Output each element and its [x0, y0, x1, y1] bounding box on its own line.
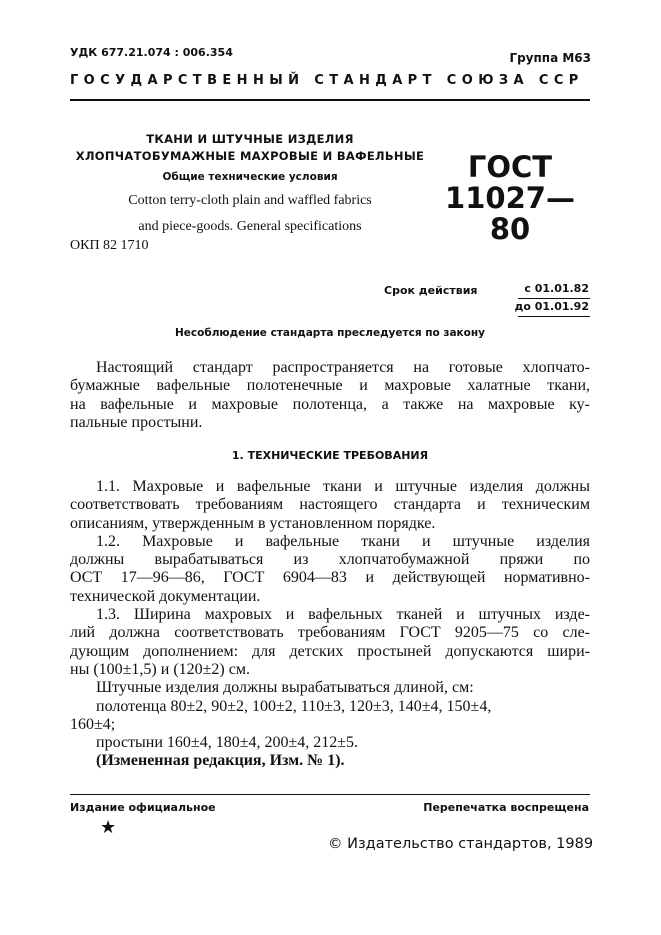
gost-designation	[435, 152, 585, 245]
intro-line-1: Настоящий стандарт распространяется на готовые хлопчато-	[96, 359, 590, 376]
section-heading: 1. ТЕХНИЧЕСКИЕ ТРЕБОВАНИЯ	[231, 449, 429, 462]
reprint-notice: Перепечатка воспрещена	[423, 801, 589, 814]
p11-line-1: 1.1. Махровые и вафельные ткани и штучные изделия должны	[96, 478, 590, 495]
validity-from: с 01.01.82	[524, 282, 589, 295]
publisher-copyright: © Издательство стандартов, 1989	[328, 836, 594, 852]
official-edition: Издание официальное	[70, 801, 216, 814]
gost-label: ГОСТ	[467, 150, 553, 184]
p12-line-1: 1.2. Махровые и вафельные ткани и штучные изделия	[96, 532, 590, 550]
edition-note: (Измененная редакция, Изм. № 1).	[96, 752, 345, 770]
top-rule	[70, 99, 590, 101]
group-code: Группа М63	[509, 51, 591, 65]
p12-line-3: ОСТ 17—96—86, ГОСТ 6904—83 и действующей нормативно-	[70, 569, 590, 587]
title-line-1: ТКАНИ И ШТУЧНЫЕ ИЗДЕЛИЯ	[146, 132, 354, 146]
law-notice: Несоблюдение стандарта преследуется по закону	[175, 327, 485, 339]
p13-line-4: ны (100±1,5) и (120±2) см.	[70, 660, 250, 678]
title-line-2: ХЛОПЧАТОБУМАЖНЫЕ МАХРОВЫЕ И ВАФЕЛЬНЫЕ	[75, 149, 425, 163]
lengths-line-1: Штучные изделия должны вырабатываться длиной, см:	[96, 679, 474, 697]
p12-line-4: технической документации.	[70, 587, 261, 605]
p12-line-2: должны вырабатываться из хлопчатобумажной пряжи по	[70, 551, 590, 569]
validity-rule	[518, 298, 590, 299]
intro-line-2: бумажные вафельные полотенечные и махровые халатные ткани,	[70, 377, 590, 395]
section-body	[70, 478, 590, 771]
title-block	[70, 131, 430, 235]
subtitle: Общие технические условия	[162, 171, 338, 183]
bottom-rule	[70, 794, 590, 795]
lengths-line-4: простыни 160±4, 180±4, 200±4, 212±5.	[96, 734, 359, 752]
star-icon: ★	[100, 817, 117, 838]
english-title-line-2: and piece-goods. General specifications	[138, 219, 362, 234]
gost-number: 11027—80	[445, 181, 575, 246]
udk-code: УДК 677.21.074 : 006.354	[70, 46, 233, 59]
state-standard-banner: ГОСУДАРСТВЕННЫЙ СТАНДАРТ СОЮЗА ССР	[70, 73, 584, 88]
english-title-line-1: Cotton terry-cloth plain and waffled fabrics	[128, 193, 372, 208]
intro-paragraph	[70, 359, 590, 432]
p13-line-1: 1.3. Ширина махровых и вафельных тканей и штучных изде-	[96, 606, 590, 624]
lengths-line-3: 160±4;	[70, 715, 116, 733]
p13-line-2: лий должна соответствовать требованиям ГОСТ 9205—75 со сле-	[70, 624, 590, 642]
validity-to: до 01.01.92	[514, 300, 589, 313]
intro-line-3: на вафельные и махровые полотенца, а также на махровые ку-	[70, 395, 590, 413]
lengths-line-2: полотенца 80±2, 90±2, 100±2, 110±3, 120±3, 140±4, 150±4,	[96, 697, 492, 715]
okp-code: ОКП 82 1710	[70, 238, 149, 253]
p11-line-2: соответствовать требованиям настоящего стандарта и техническим	[70, 496, 590, 514]
intro-line-4: пальные простыни.	[70, 413, 203, 431]
p11-line-3: описаниям, утвержденным в установленном порядке.	[70, 514, 436, 532]
p13-line-3: дующим дополнением: для детских простыней допускаются шири-	[70, 642, 590, 660]
validity-label: Срок действия	[384, 284, 478, 297]
validity-rule-bottom	[518, 316, 590, 317]
